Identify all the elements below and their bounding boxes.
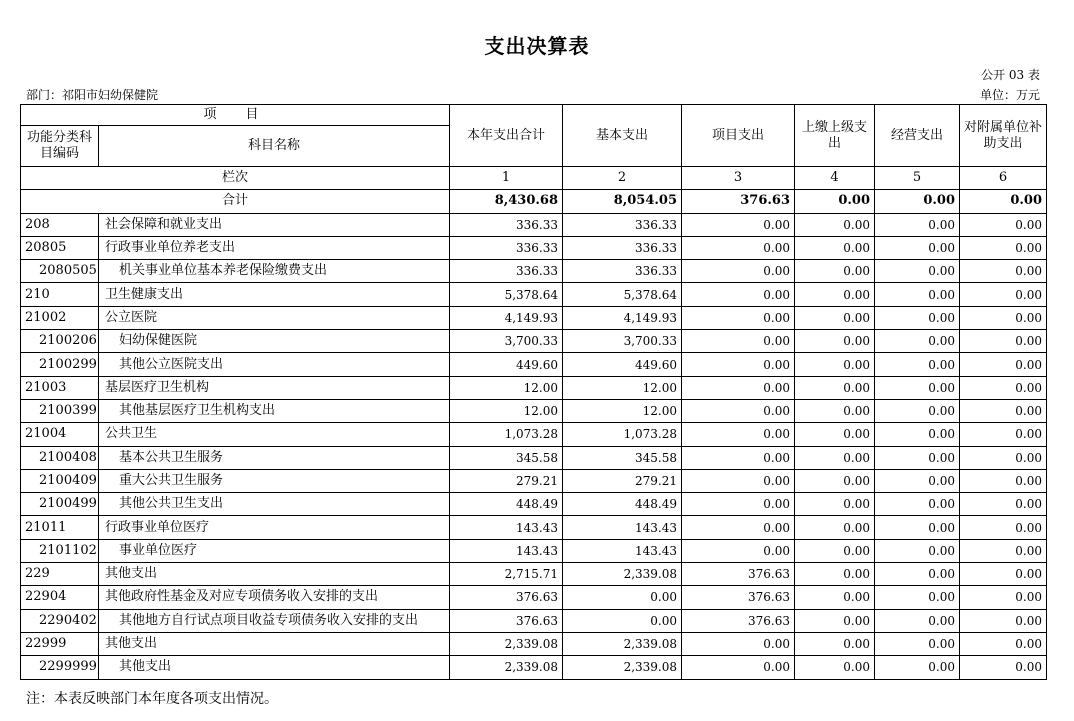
row-value: 336.33 bbox=[563, 213, 682, 236]
row-name: 其他支出 bbox=[99, 563, 450, 586]
table-row bbox=[21, 469, 1047, 492]
row-value: 0.00 bbox=[795, 306, 875, 329]
row-value: 0.00 bbox=[960, 609, 1047, 632]
row-value: 0.00 bbox=[875, 586, 960, 609]
row-name: 公共卫生 bbox=[99, 423, 450, 446]
row-value: 0.00 bbox=[795, 493, 875, 516]
row-value: 0.00 bbox=[682, 306, 795, 329]
row-value: 376.63 bbox=[682, 609, 795, 632]
row-name: 其他支出 bbox=[99, 632, 450, 655]
row-value: 0.00 bbox=[875, 306, 960, 329]
row-value: 0.00 bbox=[960, 469, 1047, 492]
table-row bbox=[21, 399, 1047, 422]
total-value: 0.00 bbox=[795, 190, 875, 213]
unit-label: 单位：万元 bbox=[979, 88, 1040, 102]
row-value: 2,715.71 bbox=[450, 563, 563, 586]
table-row bbox=[21, 330, 1047, 353]
header-col-remit: 上缴上级支出 bbox=[795, 105, 875, 167]
row-value: 0.00 bbox=[795, 283, 875, 306]
row-value: 0.00 bbox=[795, 376, 875, 399]
row-value: 143.43 bbox=[450, 516, 563, 539]
row-name: 事业单位医疗 bbox=[99, 539, 450, 562]
row-code: 20805 bbox=[21, 236, 99, 259]
row-value: 0.00 bbox=[960, 306, 1047, 329]
table-row bbox=[21, 563, 1047, 586]
row-value: 0.00 bbox=[875, 493, 960, 516]
row-value: 0.00 bbox=[875, 632, 960, 655]
row-name: 其他地方自行试点项目收益专项债务收入安排的支出 bbox=[99, 609, 450, 632]
row-name: 其他公立医院支出 bbox=[99, 353, 450, 376]
column-number: 2 bbox=[563, 167, 682, 190]
row-value: 0.00 bbox=[795, 213, 875, 236]
table-row bbox=[21, 609, 1047, 632]
row-value: 0.00 bbox=[682, 493, 795, 516]
row-value: 0.00 bbox=[795, 516, 875, 539]
row-value: 0.00 bbox=[875, 469, 960, 492]
row-code: 2100409 bbox=[21, 469, 99, 492]
row-value: 0.00 bbox=[795, 399, 875, 422]
row-value: 0.00 bbox=[563, 586, 682, 609]
row-value: 0.00 bbox=[960, 330, 1047, 353]
row-value: 0.00 bbox=[682, 423, 795, 446]
row-value: 376.63 bbox=[450, 586, 563, 609]
header-col-basic: 基本支出 bbox=[563, 105, 682, 167]
row-value: 336.33 bbox=[450, 213, 563, 236]
row-value: 12.00 bbox=[563, 399, 682, 422]
row-value: 0.00 bbox=[960, 423, 1047, 446]
row-value: 448.49 bbox=[450, 493, 563, 516]
row-code: 22999 bbox=[21, 632, 99, 655]
row-name: 妇幼保健医院 bbox=[99, 330, 450, 353]
row-name: 其他公共卫生支出 bbox=[99, 493, 450, 516]
row-value: 0.00 bbox=[795, 236, 875, 259]
total-row bbox=[21, 190, 1047, 213]
row-value: 0.00 bbox=[682, 376, 795, 399]
header-col-project: 项目支出 bbox=[682, 105, 795, 167]
row-value: 0.00 bbox=[875, 539, 960, 562]
page-title: 支出决算表 bbox=[484, 34, 590, 58]
row-code: 22904 bbox=[21, 586, 99, 609]
header-col-operating: 经营支出 bbox=[875, 105, 960, 167]
row-code: 2290402 bbox=[21, 609, 99, 632]
row-value: 143.43 bbox=[563, 516, 682, 539]
row-name: 行政事业单位养老支出 bbox=[99, 236, 450, 259]
table-row bbox=[21, 283, 1047, 306]
row-value: 2,339.08 bbox=[563, 563, 682, 586]
row-code: 229 bbox=[21, 563, 99, 586]
row-value: 0.00 bbox=[875, 353, 960, 376]
row-value: 12.00 bbox=[450, 376, 563, 399]
row-name: 行政事业单位医疗 bbox=[99, 516, 450, 539]
row-name: 重大公共卫生服务 bbox=[99, 469, 450, 492]
row-code: 2299999 bbox=[21, 656, 99, 679]
total-value: 8,054.05 bbox=[563, 190, 682, 213]
row-value: 0.00 bbox=[563, 609, 682, 632]
row-value: 0.00 bbox=[875, 213, 960, 236]
row-value: 279.21 bbox=[563, 469, 682, 492]
row-value: 143.43 bbox=[563, 539, 682, 562]
total-value: 0.00 bbox=[960, 190, 1047, 213]
row-value: 0.00 bbox=[960, 353, 1047, 376]
header-project: 项 目 bbox=[21, 105, 450, 126]
header-func-code: 功能分类科目编码 bbox=[21, 126, 99, 167]
header-col-total: 本年支出合计 bbox=[450, 105, 563, 167]
row-value: 5,378.64 bbox=[450, 283, 563, 306]
column-number: 5 bbox=[875, 167, 960, 190]
row-value: 376.63 bbox=[682, 586, 795, 609]
row-value: 336.33 bbox=[450, 236, 563, 259]
table-row bbox=[21, 539, 1047, 562]
header-subject-name: 科目名称 bbox=[99, 126, 450, 167]
row-value: 0.00 bbox=[875, 283, 960, 306]
row-value: 376.63 bbox=[682, 563, 795, 586]
row-value: 0.00 bbox=[875, 376, 960, 399]
row-code: 210 bbox=[21, 283, 99, 306]
row-value: 0.00 bbox=[795, 260, 875, 283]
table-row bbox=[21, 423, 1047, 446]
row-name: 社会保障和就业支出 bbox=[99, 213, 450, 236]
department-label: 部门：祁阳市妇幼保健院 bbox=[26, 88, 159, 102]
row-value: 0.00 bbox=[795, 423, 875, 446]
row-value: 143.43 bbox=[450, 539, 563, 562]
row-value: 4,149.93 bbox=[450, 306, 563, 329]
row-value: 449.60 bbox=[563, 353, 682, 376]
table-row bbox=[21, 376, 1047, 399]
table-row bbox=[21, 586, 1047, 609]
row-value: 2,339.08 bbox=[450, 656, 563, 679]
row-value: 0.00 bbox=[960, 539, 1047, 562]
row-value: 0.00 bbox=[875, 236, 960, 259]
row-value: 336.33 bbox=[450, 260, 563, 283]
column-number: 6 bbox=[960, 167, 1047, 190]
row-value: 0.00 bbox=[682, 516, 795, 539]
column-number: 4 bbox=[795, 167, 875, 190]
row-value: 0.00 bbox=[682, 656, 795, 679]
row-value: 3,700.33 bbox=[450, 330, 563, 353]
row-value: 0.00 bbox=[682, 446, 795, 469]
row-value: 0.00 bbox=[875, 399, 960, 422]
row-name: 卫生健康支出 bbox=[99, 283, 450, 306]
expenditure-table bbox=[20, 104, 1047, 680]
row-value: 279.21 bbox=[450, 469, 563, 492]
row-value: 0.00 bbox=[682, 632, 795, 655]
row-code: 21011 bbox=[21, 516, 99, 539]
table-row bbox=[21, 656, 1047, 679]
row-value: 5,378.64 bbox=[563, 283, 682, 306]
row-value: 0.00 bbox=[682, 283, 795, 306]
row-value: 448.49 bbox=[563, 493, 682, 516]
total-value: 376.63 bbox=[682, 190, 795, 213]
row-name: 基层医疗卫生机构 bbox=[99, 376, 450, 399]
row-value: 0.00 bbox=[795, 563, 875, 586]
row-code: 2080505 bbox=[21, 260, 99, 283]
row-value: 0.00 bbox=[960, 213, 1047, 236]
row-value: 449.60 bbox=[450, 353, 563, 376]
row-value: 0.00 bbox=[960, 399, 1047, 422]
total-value: 0.00 bbox=[875, 190, 960, 213]
row-code: 2100299 bbox=[21, 353, 99, 376]
row-value: 0.00 bbox=[875, 423, 960, 446]
row-name: 基本公共卫生服务 bbox=[99, 446, 450, 469]
row-value: 336.33 bbox=[563, 236, 682, 259]
table-row bbox=[21, 236, 1047, 259]
row-value: 0.00 bbox=[960, 586, 1047, 609]
row-code: 208 bbox=[21, 213, 99, 236]
row-value: 0.00 bbox=[960, 563, 1047, 586]
row-code: 2100206 bbox=[21, 330, 99, 353]
row-value: 0.00 bbox=[795, 469, 875, 492]
row-value: 0.00 bbox=[960, 632, 1047, 655]
row-value: 0.00 bbox=[875, 516, 960, 539]
row-value: 345.58 bbox=[563, 446, 682, 469]
table-row bbox=[21, 260, 1047, 283]
row-value: 0.00 bbox=[682, 213, 795, 236]
row-value: 0.00 bbox=[682, 260, 795, 283]
row-value: 0.00 bbox=[795, 656, 875, 679]
row-value: 0.00 bbox=[795, 353, 875, 376]
row-value: 12.00 bbox=[563, 376, 682, 399]
table-row bbox=[21, 213, 1047, 236]
row-name: 其他支出 bbox=[99, 656, 450, 679]
row-value: 0.00 bbox=[875, 446, 960, 469]
table-row bbox=[21, 446, 1047, 469]
row-value: 0.00 bbox=[795, 609, 875, 632]
row-value: 0.00 bbox=[682, 330, 795, 353]
row-value: 0.00 bbox=[960, 376, 1047, 399]
row-value: 0.00 bbox=[960, 283, 1047, 306]
row-value: 345.58 bbox=[450, 446, 563, 469]
row-value: 0.00 bbox=[795, 330, 875, 353]
row-value: 0.00 bbox=[795, 586, 875, 609]
footnote: 注：本表反映部门本年度各项支出情况。 bbox=[26, 691, 278, 707]
row-value: 0.00 bbox=[960, 656, 1047, 679]
row-value: 0.00 bbox=[875, 609, 960, 632]
row-code: 2101102 bbox=[21, 539, 99, 562]
row-name: 其他政府性基金及对应专项债务收入安排的支出 bbox=[99, 586, 450, 609]
row-value: 336.33 bbox=[563, 260, 682, 283]
row-value: 0.00 bbox=[875, 656, 960, 679]
header-col-subsidy: 对附属单位补助支出 bbox=[960, 105, 1047, 167]
table-row bbox=[21, 353, 1047, 376]
table-row bbox=[21, 306, 1047, 329]
row-code: 21003 bbox=[21, 376, 99, 399]
row-value: 0.00 bbox=[795, 539, 875, 562]
column-number: 3 bbox=[682, 167, 795, 190]
header-row-label: 栏次 bbox=[21, 167, 450, 190]
row-code: 2100408 bbox=[21, 446, 99, 469]
row-value: 0.00 bbox=[795, 632, 875, 655]
row-value: 0.00 bbox=[875, 330, 960, 353]
row-value: 0.00 bbox=[682, 539, 795, 562]
row-name: 其他基层医疗卫生机构支出 bbox=[99, 399, 450, 422]
row-value: 0.00 bbox=[682, 399, 795, 422]
row-value: 0.00 bbox=[960, 446, 1047, 469]
row-value: 0.00 bbox=[960, 516, 1047, 539]
column-number: 1 bbox=[450, 167, 563, 190]
row-value: 0.00 bbox=[875, 260, 960, 283]
row-value: 0.00 bbox=[960, 236, 1047, 259]
row-value: 1,073.28 bbox=[450, 423, 563, 446]
table-row bbox=[21, 493, 1047, 516]
table-row bbox=[21, 516, 1047, 539]
row-value: 3,700.33 bbox=[563, 330, 682, 353]
row-name: 机关事业单位基本养老保险缴费支出 bbox=[99, 260, 450, 283]
total-label: 合计 bbox=[21, 190, 450, 213]
row-code: 21004 bbox=[21, 423, 99, 446]
row-code: 2100399 bbox=[21, 399, 99, 422]
row-value: 0.00 bbox=[795, 446, 875, 469]
row-value: 4,149.93 bbox=[563, 306, 682, 329]
row-value: 2,339.08 bbox=[563, 632, 682, 655]
form-number: 公开 03 表 bbox=[981, 68, 1040, 82]
row-code: 2100499 bbox=[21, 493, 99, 516]
row-code: 21002 bbox=[21, 306, 99, 329]
row-value: 376.63 bbox=[450, 609, 563, 632]
row-value: 0.00 bbox=[682, 236, 795, 259]
total-value: 8,430.68 bbox=[450, 190, 563, 213]
row-value: 0.00 bbox=[875, 563, 960, 586]
row-value: 0.00 bbox=[960, 493, 1047, 516]
row-value: 0.00 bbox=[960, 260, 1047, 283]
table-row bbox=[21, 632, 1047, 655]
row-value: 2,339.08 bbox=[563, 656, 682, 679]
row-value: 1,073.28 bbox=[563, 423, 682, 446]
row-value: 12.00 bbox=[450, 399, 563, 422]
row-value: 0.00 bbox=[682, 469, 795, 492]
row-name: 公立医院 bbox=[99, 306, 450, 329]
row-value: 2,339.08 bbox=[450, 632, 563, 655]
row-value: 0.00 bbox=[682, 353, 795, 376]
